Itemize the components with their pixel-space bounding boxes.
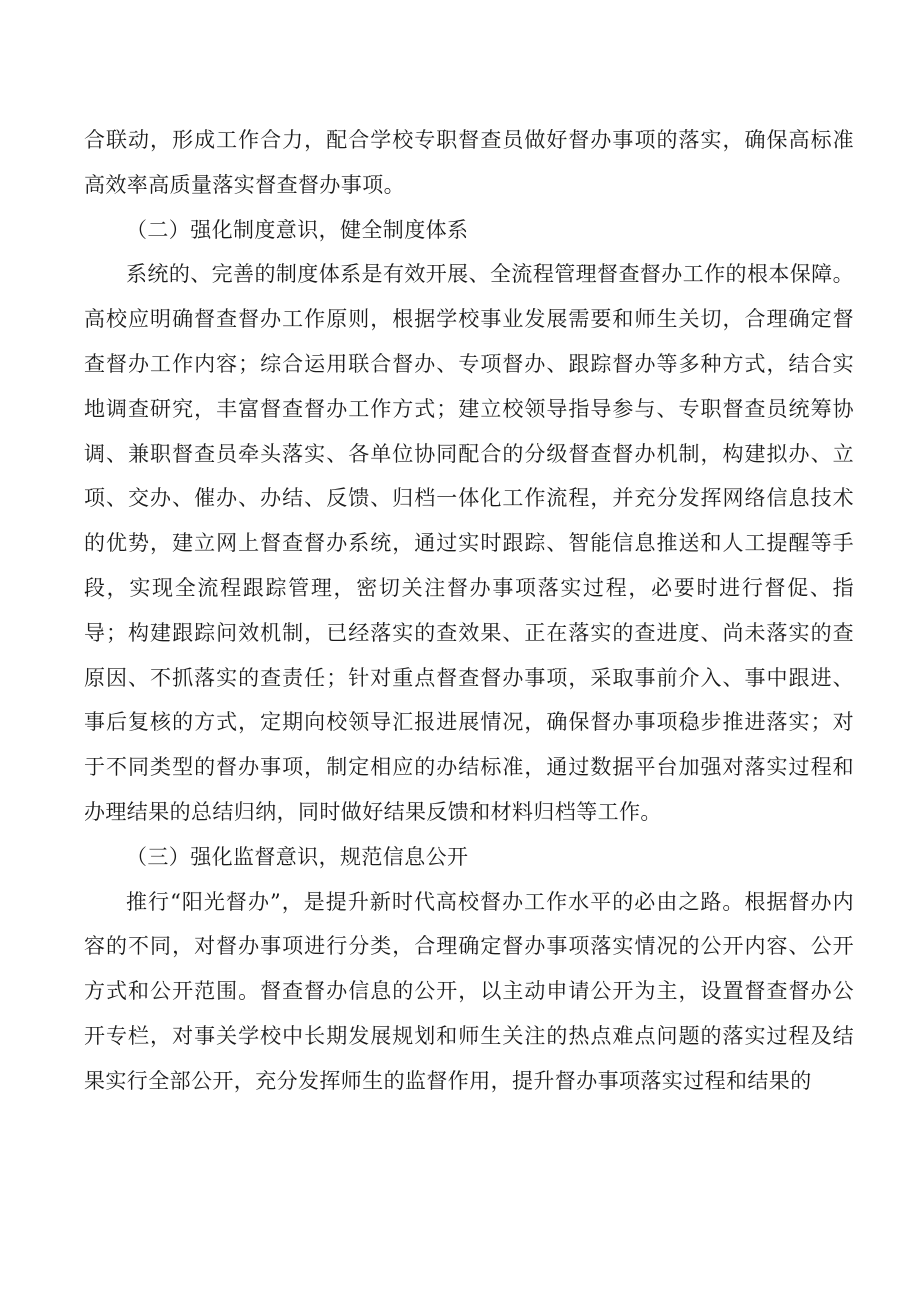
paragraph-system: 系统的、完善的制度体系是有效开展、全流程管理督查督办工作的根本保障。高校应明确督查督办工作原则，根据学校事业发展需要和师生关切，合理确定督查督办工作内容；综合运用联合督办、专项督办、跟踪督办等多种方式，结合实地调查研究，丰富督查督办工作方式；建立校领导指导参与、专职督查员统筹协调、兼职督查员牵头落实、各单位协同配合的分级督查督办机制，构建拟办、立项、交办、催办、办结、反馈、归档一体化工作流程，并充分发挥网络信息技术的优势，建立网上督查督办系统，通过实时跟踪、智能信息推送和人工提醒等手段，实现全流程跟踪管理，密切关注督办事项落实过程，必要时进行督促、指导；构建跟踪问效机制，已经落实的查效果、正在落实的查进度、尚未落实的查原因、不抓落实的查责任；针对重点督查督办事项，采取事前介入、事中跟进、事后复核的方式，定期向校领导汇报进展情况，确保督办事项稳步推进落实；对于不同类型的督办事项，制定相应的办结标准，通过数据平台加强对落实过程和办理结果的总结归纳，同时做好结果反馈和材料归档等工作。	[84, 262, 854, 824]
section-heading-3: （三）强化监督意识，规范信息公开	[126, 844, 469, 869]
section-heading-2: （二）强化制度意识，健全制度体系	[126, 217, 469, 242]
paragraph-continuation: 合联动，形成工作合力，配合学校专职督查员做好督办事项的落实，确保高标准高效率高质量落实督查督办事项。	[84, 128, 854, 197]
paragraph-sunshine: 推行“阳光督办”，是提升新时代高校督办工作水平的必由之路。根据督办内容的不同，对督办事项进行分类，合理确定督办事项落实情况的公开内容、公开方式和公开范围。督查督办信息的公开，以主动申请公开为主，设置督查督办公开专栏，对事关学校中长期发展规划和师生关注的热点难点问题的落实过程及结果实行全部公开，充分发挥师生的监督作用，提升督办事项落实过程和结果的	[84, 889, 854, 1093]
document-body	[84, 118, 854, 1104]
